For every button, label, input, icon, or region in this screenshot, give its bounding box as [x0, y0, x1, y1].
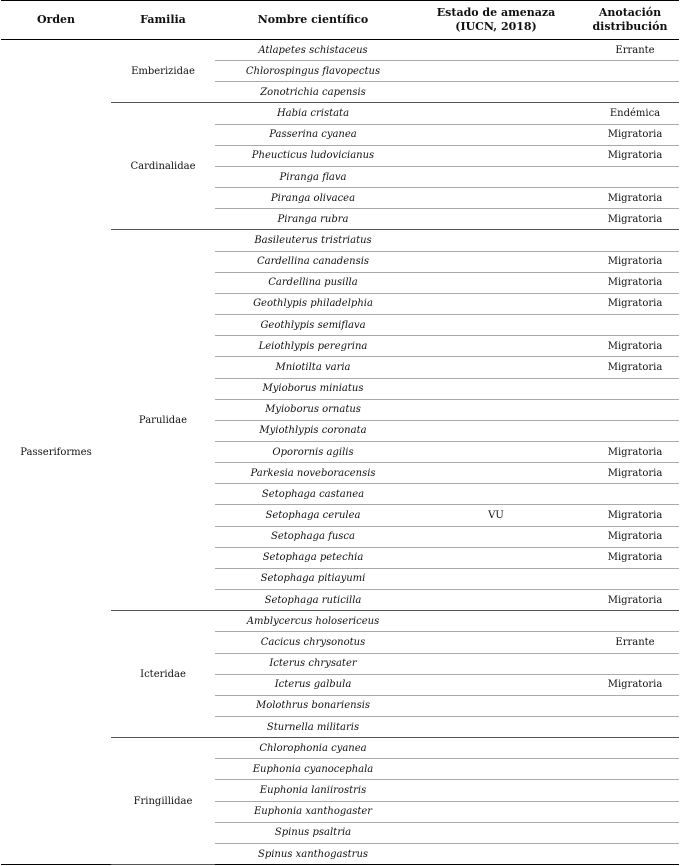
species-name-cell: Euphonia laniirostris	[215, 780, 411, 801]
species-name-cell: Piranga flava	[215, 166, 411, 187]
species-name-cell: Parkesia noveboracensis	[215, 463, 411, 484]
distribution-cell	[581, 61, 679, 82]
family-cell: Cardinalidae	[111, 103, 215, 230]
distribution-cell	[581, 82, 679, 103]
threat-status-cell	[411, 674, 581, 695]
family-cell: Icteridae	[111, 611, 215, 738]
species-name-cell: Myioborus ornatus	[215, 399, 411, 420]
threat-status-cell	[411, 780, 581, 801]
species-name-cell: Cardellina canadensis	[215, 251, 411, 272]
distribution-cell: Migratoria	[581, 590, 679, 611]
species-name-cell: Amblycercus holosericeus	[215, 611, 411, 632]
threat-status-cell	[411, 801, 581, 822]
threat-status-cell	[411, 378, 581, 399]
distribution-cell	[581, 780, 679, 801]
threat-status-cell	[411, 632, 581, 653]
threat-status-cell	[411, 568, 581, 589]
species-name-cell: Passerina cyanea	[215, 124, 411, 145]
threat-status-cell	[411, 103, 581, 124]
threat-status-cell	[411, 40, 581, 61]
distribution-cell: Errante	[581, 40, 679, 61]
header-anotacion	[581, 1, 679, 40]
threat-status-cell	[411, 759, 581, 780]
distribution-cell	[581, 822, 679, 843]
distribution-cell	[581, 166, 679, 187]
species-table	[1, 0, 679, 865]
threat-status-cell	[411, 611, 581, 632]
threat-status-cell	[411, 209, 581, 230]
distribution-cell: Migratoria	[581, 526, 679, 547]
distribution-cell	[581, 843, 679, 864]
threat-status-cell	[411, 843, 581, 864]
distribution-cell	[581, 420, 679, 441]
distribution-cell: Migratoria	[581, 336, 679, 357]
species-name-cell: Habia cristata	[215, 103, 411, 124]
threat-status-cell	[411, 590, 581, 611]
threat-status-cell	[411, 272, 581, 293]
species-name-cell: Myiothlypis coronata	[215, 420, 411, 441]
threat-status-cell	[411, 738, 581, 759]
distribution-cell	[581, 801, 679, 822]
threat-status-cell	[411, 293, 581, 314]
threat-status-cell	[411, 526, 581, 547]
threat-status-cell	[411, 166, 581, 187]
threat-status-cell	[411, 399, 581, 420]
species-name-cell: Icterus chrysater	[215, 653, 411, 674]
threat-status-cell	[411, 695, 581, 716]
species-name-cell: Geothlypis semiflava	[215, 315, 411, 336]
distribution-cell: Migratoria	[581, 505, 679, 526]
species-name-cell: Euphonia cyanocephala	[215, 759, 411, 780]
species-name-cell: Piranga olivacea	[215, 188, 411, 209]
threat-status-cell	[411, 315, 581, 336]
header-estado-line1: Estado de amenaza	[436, 6, 556, 19]
family-cell: Emberizidae	[111, 40, 215, 103]
distribution-cell: Endémica	[581, 103, 679, 124]
species-name-cell: Piranga rubra	[215, 209, 411, 230]
table-header	[1, 1, 679, 40]
species-name-cell: Euphonia xanthogaster	[215, 801, 411, 822]
distribution-cell	[581, 695, 679, 716]
threat-status-cell	[411, 484, 581, 505]
threat-status-cell	[411, 357, 581, 378]
species-name-cell: Setophaga petechia	[215, 547, 411, 568]
species-name-cell: Mniotilta varia	[215, 357, 411, 378]
species-name-cell: Basileuterus tristriatus	[215, 230, 411, 251]
threat-status-cell	[411, 653, 581, 674]
distribution-cell: Errante	[581, 632, 679, 653]
family-cell: Fringillidae	[111, 738, 215, 865]
distribution-cell: Migratoria	[581, 357, 679, 378]
distribution-cell	[581, 230, 679, 251]
threat-status-cell	[411, 441, 581, 462]
family-cell: Parulidae	[111, 230, 215, 611]
species-name-cell: Pheucticus ludovicianus	[215, 145, 411, 166]
species-name-cell: Geothlypis philadelphia	[215, 293, 411, 314]
species-name-cell: Setophaga fusca	[215, 526, 411, 547]
distribution-cell: Migratoria	[581, 441, 679, 462]
species-name-cell: Cardellina pusilla	[215, 272, 411, 293]
species-name-cell: Chlorophonia cyanea	[215, 738, 411, 759]
distribution-cell	[581, 738, 679, 759]
species-name-cell: Zonotrichia capensis	[215, 82, 411, 103]
threat-status-cell	[411, 145, 581, 166]
distribution-cell	[581, 315, 679, 336]
distribution-cell: Migratoria	[581, 188, 679, 209]
distribution-cell	[581, 568, 679, 589]
header-nombre: Nombre científico	[215, 1, 411, 40]
distribution-cell: Migratoria	[581, 674, 679, 695]
threat-status-cell: VU	[411, 505, 581, 526]
species-name-cell: Spinus psaltria	[215, 822, 411, 843]
distribution-cell	[581, 611, 679, 632]
threat-status-cell	[411, 547, 581, 568]
threat-status-cell	[411, 230, 581, 251]
distribution-cell: Migratoria	[581, 209, 679, 230]
distribution-cell: Migratoria	[581, 463, 679, 484]
header-orden: Orden	[1, 1, 111, 40]
threat-status-cell	[411, 822, 581, 843]
header-estado	[411, 1, 581, 40]
header-familia: Familia	[111, 1, 215, 40]
species-name-cell: Myioborus miniatus	[215, 378, 411, 399]
header-anotacion-line1: Anotación	[598, 6, 662, 19]
threat-status-cell	[411, 420, 581, 441]
species-name-cell: Icterus galbula	[215, 674, 411, 695]
species-name-cell: Oporornis agilis	[215, 441, 411, 462]
species-name-cell: Setophaga ruticilla	[215, 590, 411, 611]
distribution-cell: Migratoria	[581, 251, 679, 272]
header-estado-line2: (IUCN, 2018)	[455, 20, 537, 33]
distribution-cell	[581, 399, 679, 420]
species-name-cell: Setophaga castanea	[215, 484, 411, 505]
threat-status-cell	[411, 463, 581, 484]
threat-status-cell	[411, 82, 581, 103]
threat-status-cell	[411, 124, 581, 145]
distribution-cell	[581, 378, 679, 399]
species-name-cell: Atlapetes schistaceus	[215, 40, 411, 61]
distribution-cell: Migratoria	[581, 145, 679, 166]
distribution-cell	[581, 653, 679, 674]
threat-status-cell	[411, 336, 581, 357]
table-row	[1, 40, 679, 61]
distribution-cell: Migratoria	[581, 272, 679, 293]
threat-status-cell	[411, 188, 581, 209]
species-name-cell: Sturnella militaris	[215, 717, 411, 738]
species-name-cell: Leiothlypis peregrina	[215, 336, 411, 357]
species-name-cell: Cacicus chrysonotus	[215, 632, 411, 653]
species-name-cell: Chlorospingus flavopectus	[215, 61, 411, 82]
threat-status-cell	[411, 717, 581, 738]
distribution-cell	[581, 759, 679, 780]
species-name-cell: Spinus xanthogastrus	[215, 843, 411, 864]
distribution-cell: Migratoria	[581, 124, 679, 145]
distribution-cell	[581, 484, 679, 505]
order-cell: Passeriformes	[1, 40, 111, 865]
distribution-cell: Migratoria	[581, 293, 679, 314]
species-name-cell: Molothrus bonariensis	[215, 695, 411, 716]
species-name-cell: Setophaga cerulea	[215, 505, 411, 526]
distribution-cell: Migratoria	[581, 547, 679, 568]
threat-status-cell	[411, 61, 581, 82]
table-body	[1, 40, 679, 865]
threat-status-cell	[411, 251, 581, 272]
distribution-cell	[581, 717, 679, 738]
species-name-cell: Setophaga pitiayumi	[215, 568, 411, 589]
header-anotacion-line2: distribución	[592, 20, 668, 33]
